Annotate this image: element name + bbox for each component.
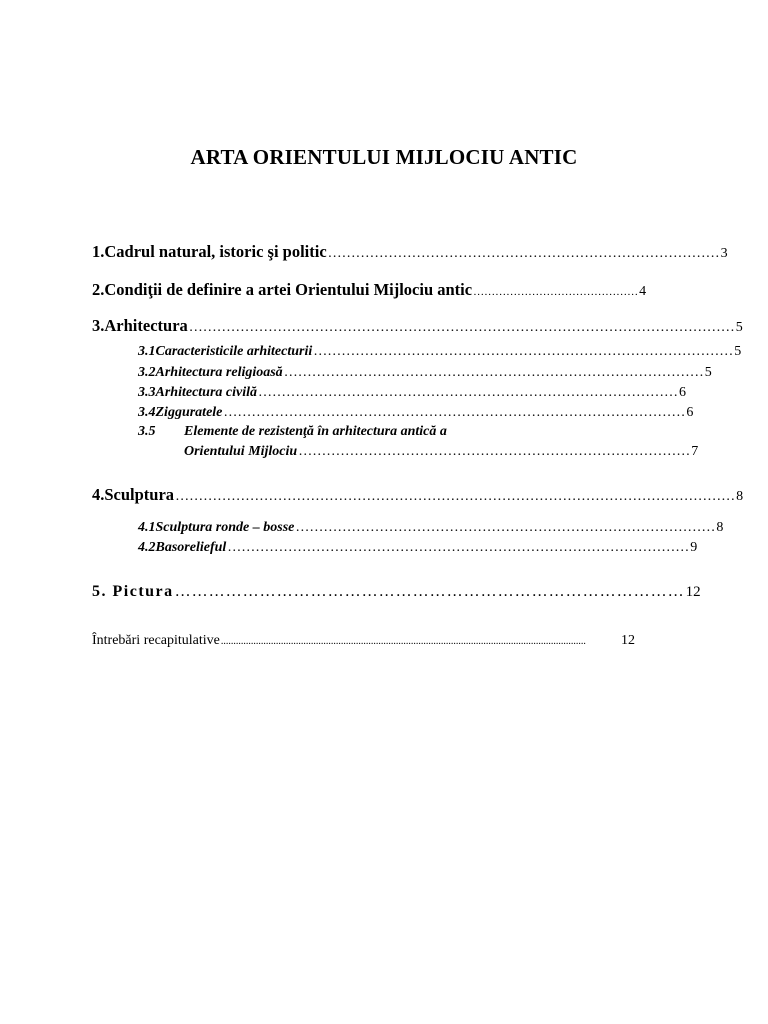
toc-entry-label: Sculptura — [104, 485, 175, 504]
toc-entry-number: 1. — [92, 242, 105, 261]
toc-entry-number: 4. — [92, 485, 105, 504]
toc-entry-number: 3. — [92, 316, 105, 335]
toc-subentry-label: Elemente de rezistenţă în arhitectura antică a — [184, 424, 447, 439]
toc-subentry-page: 6 — [679, 385, 686, 400]
toc-subentry-page: 8 — [716, 520, 724, 535]
toc-subentry-label: Caracteristicile arhitecturii — [155, 344, 313, 359]
toc-entry-page: 8 — [736, 489, 744, 504]
toc-subentry-number: 3.5 — [138, 424, 156, 439]
toc-subentry-number: 3.4 — [138, 405, 156, 420]
toc-subentry-number: 4.1 — [138, 520, 156, 535]
toc-entry-page: 12 — [685, 584, 701, 600]
toc-subentry-label: Basorelieful — [155, 540, 227, 555]
toc-entry-label: 5. Pictura — [92, 583, 174, 600]
toc-leader-dots: ……………………………………………………………………………… — [283, 365, 704, 380]
toc-subentry-page: 5 — [734, 344, 742, 359]
toc-entry-4 — [92, 485, 744, 505]
toc-entry-page: 12 — [621, 633, 635, 648]
toc-subentry-number: 3.2 — [138, 365, 156, 380]
toc-subentry-label-continued: Orientului Mijlociu — [184, 444, 298, 459]
page-title: ARTA ORIENTULUI MIJLOCIU ANTIC — [190, 145, 578, 169]
toc-entry-label: Întrebări recapitulative — [92, 633, 220, 648]
toc-subentry-3-1 — [138, 344, 742, 360]
toc-entry-review — [92, 633, 635, 649]
toc-subentry-4-1 — [138, 520, 724, 536]
toc-subentry-page: 7 — [691, 444, 699, 459]
toc-subentry-page: 5 — [704, 365, 712, 380]
toc-subentry-page: 9 — [690, 540, 698, 555]
toc-subentry-label: Zigguratele — [155, 405, 223, 420]
toc-entry-5 — [92, 583, 701, 601]
toc-subentry-number: 3.3 — [138, 385, 156, 400]
toc-leader-dots: ……………………………………………………………………………… — [295, 520, 716, 535]
toc-leader-dots: ………………………………………………………………………… — [327, 246, 720, 261]
toc-subentry-3-3 — [138, 385, 686, 401]
toc-leader-dots: ……………………………………………………………………………… — [174, 583, 685, 600]
toc-leader-dots: ……………………………………………………………………………………… — [223, 405, 686, 420]
toc-subentry-label: Arhitectura religioasă — [155, 365, 283, 380]
toc-entry-page: 3 — [720, 246, 728, 261]
toc-subentry-4-2 — [138, 540, 698, 556]
toc-leader-dots: ……………………………………… — [473, 286, 639, 298]
toc-leader-dots: ………………………………………………………………………… — [298, 444, 691, 459]
toc-leader-dots: ……………………………………………………………………………… — [258, 385, 678, 400]
toc-subentry-number: 3.1 — [138, 344, 156, 359]
toc-leader-dots: .................................................................................................................................................. — [220, 636, 586, 647]
toc-leader-dots: ……………………………………………………………………………… — [313, 344, 734, 359]
toc-entry-label: Arhitectura — [104, 316, 188, 335]
toc-subentry-number: 4.2 — [138, 540, 156, 555]
toc-entry-label: Condiţii de definire a artei Orientului Mijlociu antic — [104, 280, 473, 299]
toc-entry-page: 5 — [735, 320, 743, 335]
toc-leader-dots: ……………………………………………………………………………………………………… — [188, 320, 735, 335]
toc-subentry-3-5-continued — [184, 444, 699, 460]
toc-subentry-label: Arhitectura civilă — [155, 385, 257, 400]
toc-subentry-3-5 — [138, 424, 635, 440]
toc-entry-3 — [92, 316, 743, 336]
toc-entry-page: 4 — [639, 284, 647, 299]
toc-entry-number: 2. — [92, 280, 105, 299]
toc-subentry-3-2 — [138, 365, 712, 381]
toc-subentry-label: Sculptura ronde – bosse — [155, 520, 295, 535]
toc-leader-dots: ………………………………………………………………………………………………………… — [175, 489, 736, 504]
toc-entry-2 — [92, 280, 647, 300]
toc-subentry-page: 6 — [686, 405, 694, 420]
toc-entry-label: Cadrul natural, istoric şi politic — [104, 242, 327, 261]
toc-leader-dots: ……………………………………………………………………………………… — [227, 540, 690, 555]
toc-entry-1 — [92, 242, 728, 262]
toc-subentry-3-4 — [138, 405, 694, 421]
